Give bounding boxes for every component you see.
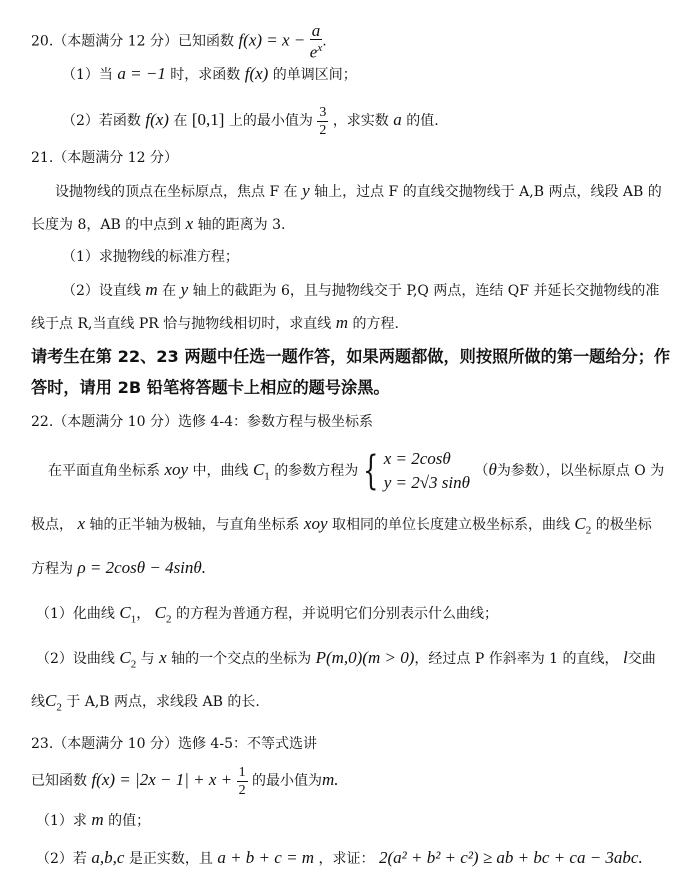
notice-line1-text: 请考生在第 22、23 两题中任选一题作答，如果两题都做，则按照所做的第一题给分；作 bbox=[31, 347, 671, 366]
q22-s1-xoy: xoy bbox=[164, 460, 189, 479]
q20-p2-var: a bbox=[393, 110, 402, 129]
q21-p2-m2: m bbox=[335, 313, 349, 332]
q20-frac-den-sup: x bbox=[317, 42, 323, 54]
q22-p2-text-e: 交曲 bbox=[627, 651, 656, 667]
q23-s1-m: m. bbox=[322, 770, 339, 789]
q20-function-lhs: f(x) = x − bbox=[238, 30, 306, 50]
q22-s1-theta: θ bbox=[488, 460, 497, 479]
q21-s1-y: y bbox=[302, 181, 310, 200]
q22-s2-text-b: 轴的正半轴为极轴，与直角坐标系 bbox=[89, 517, 300, 533]
q23-p1-text-b: 的值； bbox=[108, 813, 151, 829]
q21-s2-text-a: 长度为 8，AB 的中点到 bbox=[31, 217, 182, 233]
q21-part2-line2 bbox=[31, 313, 697, 334]
q22-p3-text-a: 线 bbox=[31, 694, 45, 710]
q20-p2-text-d: ，求实数 bbox=[332, 113, 389, 129]
q22-s2-text-c: 取相同的单位长度建立极坐标系，曲线 bbox=[331, 517, 570, 533]
q23-header-text: 23.（本题满分 10 分）选修 4-5：不等式选讲 bbox=[31, 736, 317, 752]
q21-p1-text: （1）求抛物线的标准方程； bbox=[62, 249, 239, 265]
q23-s1-text-b: 的最小值为 bbox=[252, 773, 323, 789]
q22-part1 bbox=[36, 603, 697, 629]
q22-s2-c2-sub: 2 bbox=[585, 524, 592, 537]
q21-header-text: 21.（本题满分 12 分） bbox=[31, 150, 178, 166]
q22-part2-line1 bbox=[36, 648, 697, 674]
q22-s2-text-a: 极点， bbox=[31, 517, 73, 533]
q21-p2-text-c: 轴上的截距为 6，且与抛物线交于 P,Q 两点，连结 QF 并延长交抛物线的准 bbox=[192, 283, 660, 299]
q21-p2-text-b: 在 bbox=[162, 283, 177, 299]
q20-header-line bbox=[31, 22, 697, 61]
q20-p2-text-e: 的值. bbox=[406, 113, 439, 129]
q23-p1-m: m bbox=[91, 810, 104, 829]
q22-p2-c2-sub: 2 bbox=[130, 658, 137, 671]
q22-statement-line1 bbox=[48, 442, 697, 504]
q22-p2-x: x bbox=[159, 648, 167, 667]
q22-p1-text-c: 的方程为普通方程，并说明它们分别表示什么曲线； bbox=[175, 606, 498, 622]
q22-system-top: x = 2cosθ bbox=[383, 449, 451, 468]
q22-p3-c2 bbox=[45, 691, 62, 714]
q23-function: f(x) = |2x − 1| + x + bbox=[91, 770, 233, 789]
q20-p2-interval: [0,1] bbox=[191, 110, 225, 129]
q22-header-text: 22.（本题满分 10 分）选修 4-4：参数方程与极坐标系 bbox=[31, 414, 373, 430]
q22-p1-text-b: ， bbox=[136, 606, 151, 622]
q21-s1-text-a: 设抛物线的顶点在坐标原点，焦点 F 在 bbox=[55, 184, 298, 200]
q22-s3-text-a: 方程为 bbox=[31, 561, 73, 577]
q22-p2-c2-letter: C bbox=[119, 648, 131, 667]
q20-frac-denominator: e bbox=[309, 42, 318, 62]
q22-s1-text-a: 在平面直角坐标系 bbox=[48, 463, 160, 479]
q22-s1-c1 bbox=[252, 460, 270, 483]
q20-part2 bbox=[62, 100, 697, 141]
q23-header bbox=[31, 734, 697, 754]
q23-p2-abc: a,b,c bbox=[91, 848, 125, 867]
q22-p2-text-b: 与 bbox=[140, 651, 155, 667]
q23-statement bbox=[31, 758, 697, 803]
q20-period: . bbox=[322, 33, 327, 50]
q22-p2-l: l bbox=[622, 648, 628, 667]
q23-part2 bbox=[36, 846, 697, 871]
q22-p1-c1 bbox=[119, 603, 137, 626]
q21-p2-m: m bbox=[145, 280, 158, 299]
q23-p2-text-c: ，求证： bbox=[318, 851, 375, 867]
q21-part2-line1 bbox=[62, 280, 697, 301]
q22-s1-c1-letter: C bbox=[252, 460, 265, 479]
q22-p1-c1-letter: C bbox=[119, 603, 131, 622]
q22-p1-c2-letter: C bbox=[154, 603, 167, 622]
q22-p1-c1-sub: 1 bbox=[130, 613, 137, 626]
q22-polar-equation: ρ = 2cosθ − 4sinθ. bbox=[77, 558, 207, 577]
q22-system-bottom: y = 2√3 sinθ bbox=[383, 473, 470, 492]
q23-frac-den: 2 bbox=[238, 782, 246, 798]
q20-p1-condition: a = −1 bbox=[117, 64, 166, 83]
q21-part1 bbox=[62, 247, 697, 267]
notice-line2-text: 答时，请用 2B 铅笔将答题卡上相应的题号涂黑。 bbox=[31, 378, 390, 397]
notice-line1 bbox=[31, 345, 697, 369]
q22-p3-c2-letter: C bbox=[45, 691, 57, 710]
q20-p2-text-c: 上的最小值为 bbox=[228, 113, 313, 129]
q20-p2-frac-num: 3 bbox=[319, 104, 327, 120]
q20-fraction bbox=[310, 22, 323, 61]
q22-p3-text-b: 于 A,B 两点，求线段 AB 的长. bbox=[66, 694, 260, 710]
q22-p2-text-a: （2）设曲线 bbox=[36, 651, 115, 667]
q22-p1-c2-sub: 2 bbox=[166, 613, 172, 626]
q22-s1-text-e: 为参数），以坐标原点 O 为 bbox=[496, 463, 665, 479]
q23-p2-sum: a + b + c = m bbox=[217, 848, 315, 867]
q20-p1-text-a: （1）当 bbox=[62, 67, 113, 83]
q23-s1-text-a: 已知函数 bbox=[31, 773, 87, 789]
q22-s1-text-d: （ bbox=[474, 463, 489, 479]
q20-p2-text-b: 在 bbox=[173, 113, 188, 129]
q22-s2-xoy: xoy bbox=[303, 514, 328, 533]
q21-header bbox=[31, 148, 697, 168]
q22-s2-c2-letter: C bbox=[574, 514, 586, 533]
q22-p2-text-c: 轴的一个交点的坐标为 bbox=[171, 651, 312, 667]
q22-s2-x: x bbox=[77, 514, 85, 533]
q20-part1 bbox=[62, 64, 697, 85]
q20-frac-numerator: a bbox=[311, 21, 321, 40]
q22-statement-line2 bbox=[31, 514, 697, 540]
q20-p2-frac-den: 2 bbox=[319, 122, 327, 138]
q20-p2-fx: f(x) bbox=[145, 110, 169, 129]
q23-frac-num: 1 bbox=[238, 764, 246, 780]
q22-p3-c2-sub: 2 bbox=[56, 701, 62, 714]
q22-s1-text-c: 的参数方程为 bbox=[274, 463, 359, 479]
q21-p2-y: y bbox=[180, 280, 189, 299]
notice-line2 bbox=[31, 376, 697, 400]
q22-p2-text-d: ，经过点 P 作斜率为 1 的直线， bbox=[414, 651, 619, 667]
q22-statement-line3 bbox=[31, 558, 697, 579]
q21-p2-text-d: 线于点 R,当直线 PR 恰与抛物线相切时，求直线 bbox=[31, 316, 332, 332]
q20-p1-fx: f(x) bbox=[244, 64, 269, 83]
q23-p2-text-a: （2）若 bbox=[36, 851, 87, 867]
q22-system-brace: { bbox=[363, 448, 379, 494]
q22-header bbox=[31, 412, 697, 432]
q23-p1-text-a: （1）求 bbox=[36, 813, 87, 829]
q22-s2-text-d: 的极坐标 bbox=[595, 517, 652, 533]
q22-s1-text-b: 中，曲线 bbox=[192, 463, 249, 479]
q21-p2-text-a: （2）设直线 bbox=[62, 283, 141, 299]
q22-p2-point: P(m,0)(m > 0) bbox=[315, 648, 415, 667]
q22-p1-text-a: （1）化曲线 bbox=[36, 606, 115, 622]
q20-p2-text-a: （2）若函数 bbox=[62, 113, 141, 129]
q22-p1-c2 bbox=[154, 603, 172, 626]
q20-p1-text-b: 时，求函数 bbox=[170, 67, 241, 83]
q20-header: 20.（本题满分 12 分）已知函数 bbox=[31, 33, 234, 50]
q22-p2-c2 bbox=[119, 648, 137, 671]
q22-parametric-system bbox=[384, 447, 470, 495]
q21-s2-text-b: 轴的距离为 3. bbox=[197, 217, 286, 233]
q23-part1 bbox=[36, 810, 697, 831]
q20-p2-fraction bbox=[317, 104, 328, 139]
q22-part2-line2 bbox=[31, 691, 697, 717]
q20-p1-text-c: 的单调区间； bbox=[272, 67, 357, 83]
q21-statement-line2 bbox=[31, 214, 697, 235]
q21-s2-x: x bbox=[185, 214, 194, 233]
q21-p2-text-e: 的方程. bbox=[352, 316, 399, 332]
q21-statement-line1 bbox=[55, 181, 697, 202]
q21-s1-text-b: 轴上，过点 F 的直线交抛物线于 A,B 两点，线段 AB 的 bbox=[314, 184, 662, 200]
q22-s2-c2 bbox=[574, 514, 592, 537]
q23-p2-inequality: 2(a² + b² + c²) ≥ ab + bc + ca − 3abc. bbox=[378, 848, 643, 867]
q23-fraction bbox=[237, 764, 248, 799]
q23-p2-text-b: 是正实数，且 bbox=[128, 851, 213, 867]
q22-s1-c1-sub: 1 bbox=[264, 470, 270, 483]
